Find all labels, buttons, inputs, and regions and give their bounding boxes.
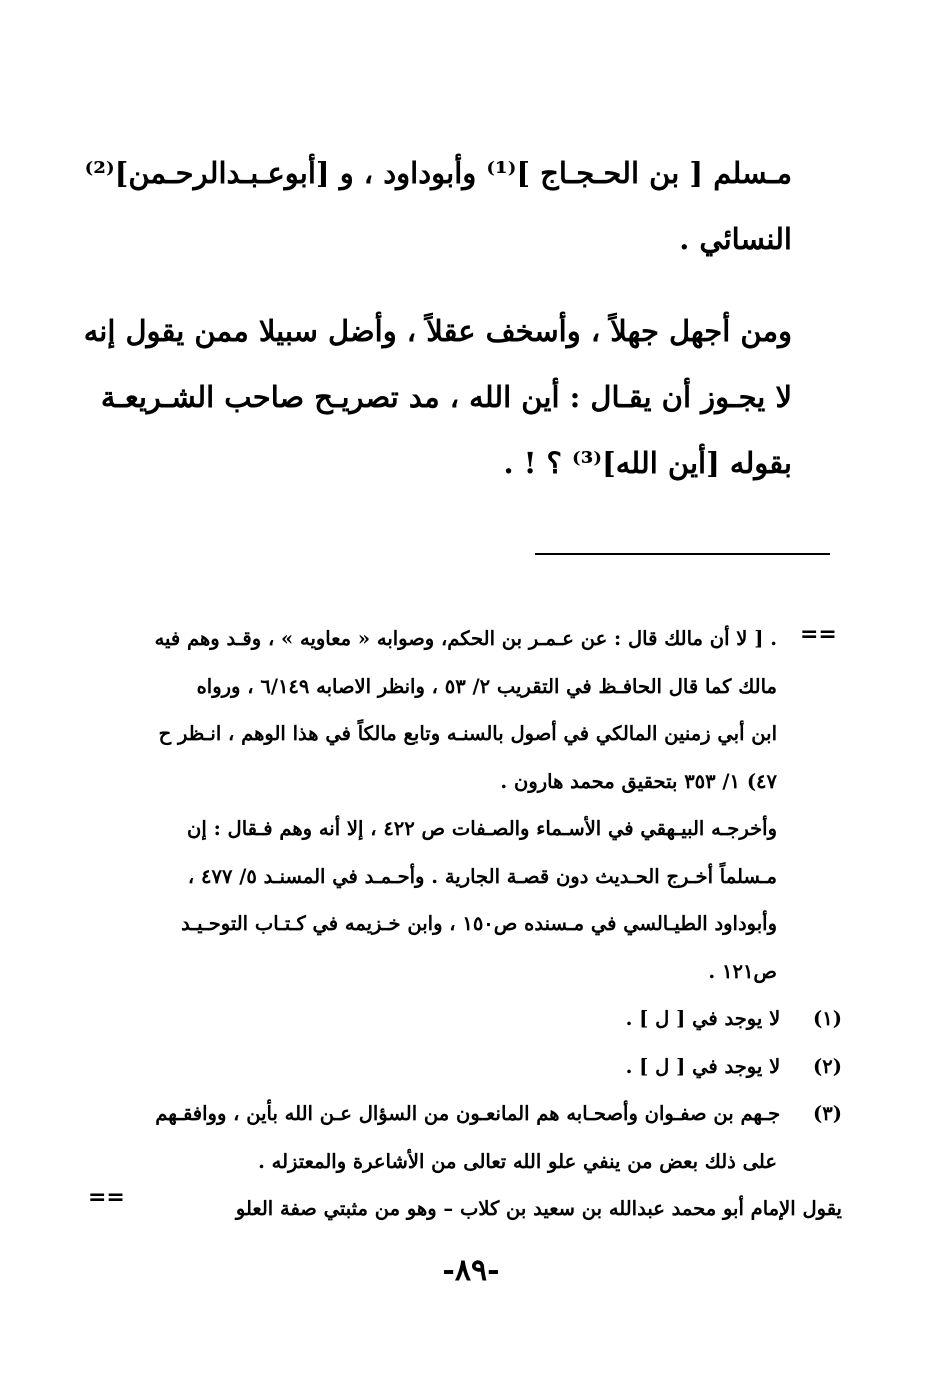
footnote-text: لا يوجد في [ ل ] .	[625, 1054, 781, 1078]
footnote-line: وأخرجـه البيـهقي في الأسـماء والصـفات ص ٤٢٢ ، إلا أنه وهم فـقال : إن	[187, 817, 777, 840]
main-text-line: بقوله [أين الله]⁽³⁾ ؟ ! .	[503, 446, 792, 480]
page-number: -٨٩-	[442, 1253, 500, 1288]
footnote-item	[82, 1090, 842, 1138]
main-text-line: النسائي .	[679, 222, 792, 256]
footnote-item	[82, 995, 842, 1043]
main-text-line: لا يجـوز أن يقـال : أين الله ، مد تصريـح صاحب الشـريعـة	[100, 380, 792, 414]
footnote-line: يقول الإمام أبو محمد عبدالله بن سعيد بن كلاب – وهو من مثبتي صفة العلو	[235, 1197, 842, 1220]
footnote-line: ص١٢١ .	[708, 959, 777, 983]
footnote-text: لا يوجد في [ ل ] .	[625, 1007, 781, 1030]
main-text-line: مـسلم [ بن الحـجـاج ]⁽¹⁾ وأبوداود ، و [أبوعـبـدالرحـمن]⁽²⁾	[84, 156, 792, 190]
footnote-end-marker: ==	[88, 1185, 125, 1210]
footnote-number: (١)	[813, 1007, 842, 1030]
footnote-number: (٢)	[813, 1054, 842, 1078]
footnote-number: (٣)	[813, 1102, 842, 1125]
main-body-text	[83, 140, 792, 496]
main-text-line: ومن أجهل جهلاً ، وأسخف عقلاً ، وأضل سبيلا ممن يقول إنه	[83, 314, 792, 348]
footnote-line: وأبوداود الطيـالسي في مـسنده ص١٥٠ ، وابن خـزيمه في كـتـاب التوحـيـد	[181, 912, 777, 935]
footnote-line: ابن أبي زمنين المالكي في أصول بالسنـه وتابع مالكاً في هذا الوهم ، انـظر ح	[158, 722, 777, 745]
footnotes	[82, 615, 842, 1233]
footnote-continuation-marker: ==	[800, 622, 837, 647]
footnote-line: . [ لا أن مالك قال : عن عـمـر بن الحكم، وصوابه « معاويه » ، وقـد وهم فيه	[154, 627, 777, 650]
footnote-item	[82, 1043, 842, 1091]
footnote-line: مـسلماً أخـرج الحـديث دون قصـة الجارية . وأحـمـد في المسنـد ٥/ ٤٧٧ ،	[187, 864, 777, 888]
footnote-separator	[535, 553, 830, 555]
footnote-text: جـهم بن صفـوان وأصحـابه هم المانعـون من السؤال عـن الله بأين ، ووافقـهم	[155, 1102, 781, 1125]
footnote-line: مالك كما قال الحافـظ في التقريب ٢/ ٥٣ ، وانظر الاصابه ٦/١٤٩ ، ورواه	[196, 674, 777, 698]
footnote-line: ٤٧) ١/ ٣٥٣ بتحقيق محمد هارون .	[500, 769, 777, 793]
footnote-line: على ذلك بعض من ينفي علو الله تعالى من الأشاعرة والمعتزله .	[258, 1149, 777, 1173]
